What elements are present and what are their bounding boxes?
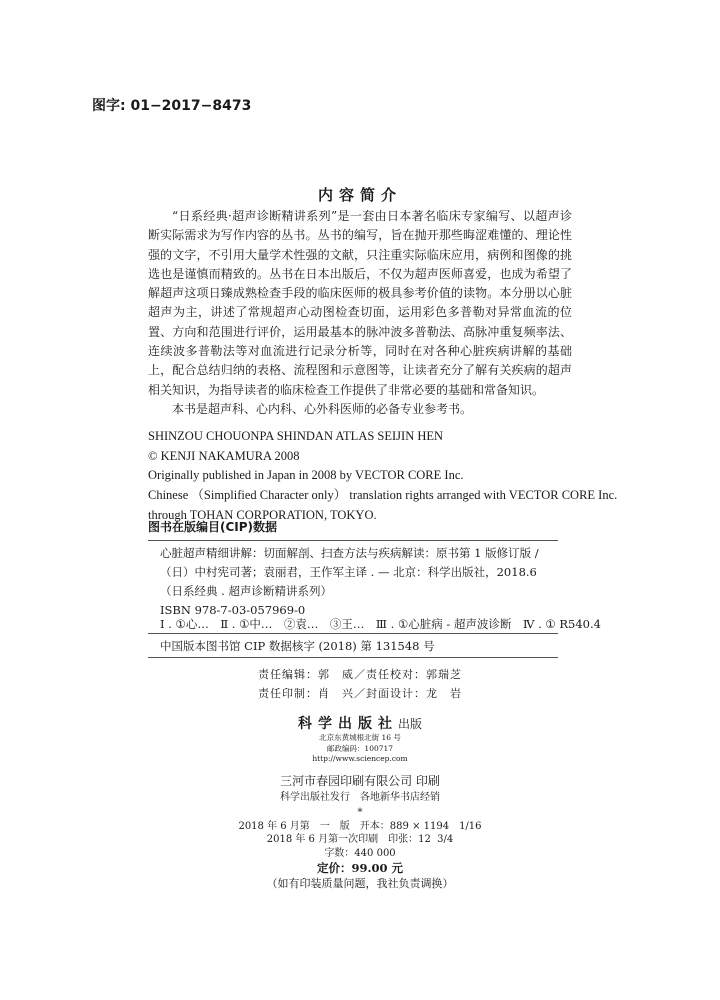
cip-divider <box>148 633 558 634</box>
rights-line: Chinese （Simplified Character only） translation rights arranged with VECTOR CORE Inc. <box>148 488 618 503</box>
printer: 三河市春园印刷有限公司 印刷 <box>280 773 440 788</box>
staff-credits <box>0 665 720 703</box>
cip-divider <box>148 657 558 658</box>
distribution: 科学出版社发行 各地新华书店经销 <box>280 791 440 803</box>
summary-paragraph-1: “日系经典·超声诊断精讲系列”是一套由日本著名临床专家编写、以超声诊断实际需求为写作内容的丛书。丛书的编写，旨在抛开那些晦涩难懂的、理论性强的文字，不引用大量学术性强的文献，只注重实际临床应用，病例和图像的挑选也是谨慎而精致的。丛书在日本出版后，不仅为超声医师喜爱，也成为希望了解超声这项日臻成熟检查手段的临床医师的极具参考价值的读物。本分册以心脏超声为主，讲述了常规超声心动图检查切面，运用彩色多普勒对异常血流的位置、方向和范围进行评价，运用最基本的脉冲波多普勒法、高脉冲重复频率法、连续波多普勒法等对血流进行记录分析等，同时在对各种心脏疾病讲解的基础上，配合总结归纳的表格、流程图和示意图等，让读者充分了解有关疾病的超声相关知识，为指导读者的临床检查工作提供了非常必要的基础和常备知识。 <box>148 209 572 397</box>
separator-star: * <box>357 806 363 818</box>
publisher-suffix: 出版 <box>397 717 422 731</box>
cip-series: （日系经典 . 超声诊断精讲系列） <box>160 584 332 598</box>
word-count: 字数：440 000 <box>324 847 396 859</box>
cip-record <box>160 544 565 620</box>
cip-isbn: ISBN 978-7-03-057969-0 <box>160 603 306 617</box>
summary-title: 内容简介 <box>317 186 402 204</box>
quality-note: （如有印装质量问题，我社负责调换） <box>266 877 454 891</box>
rights-line: Originally published in Japan in 2008 by VECTOR CORE Inc. <box>148 468 464 483</box>
cip-title: 图书在版编目(CIP)数据 <box>148 520 278 534</box>
edition-line-2: 2018 年 6 月第一次印刷 印张：12 3/4 <box>266 834 454 846</box>
staff-line-1: 责任编辑：郭 威／责任校对：郭瑞芝 <box>258 668 462 681</box>
edition-line-1: 2018 年 6 月第 一 版 开本：889 × 1194 1/16 <box>238 820 482 832</box>
summary-body <box>148 207 572 419</box>
publisher-website: http://www.sciencep.com <box>312 754 408 763</box>
rights-block <box>148 427 618 526</box>
rights-line: SHINZOU CHOUONPA SHINDAN ATLAS SEIJIN HEN <box>148 429 444 443</box>
publisher-address: 北京东黄城根北街 16 号 <box>319 733 401 742</box>
cip-divider <box>148 540 558 541</box>
publisher-line <box>0 713 720 733</box>
cip-record-number: 中国版本图书馆 CIP 数据核字 (2018) 第 131548 号 <box>160 639 435 653</box>
registration-number: 图字: 01−2017−8473 <box>92 98 252 114</box>
publisher-name: 科学出版社 <box>297 716 398 732</box>
colophon <box>0 713 720 891</box>
rights-line: © KENJI NAKAMURA 2008 <box>148 448 300 463</box>
summary-paragraph-2: 本书是超声科、心内科、心外科医师的必备专业参考书。 <box>172 401 473 416</box>
rights-line: through TOHAN CORPORATION, TOKYO. <box>148 507 377 522</box>
staff-line-2: 责任印制：肖 兴／封面设计：龙 岩 <box>258 687 462 700</box>
cip-classification: Ⅰ . ①心… Ⅱ . ①中… ②袁… ③王… Ⅲ . ①心脏病 - 超声波诊断 Ⅳ . ① R540.4 <box>160 617 601 631</box>
cip-book-line: 心脏超声精细讲解：切面解剖、扫查方法与疾病解读：原书第 1 版修订版 /（日）中村宪司著；袁丽君，王作军主译 . — 北京：科学出版社，2018.6 <box>160 546 539 579</box>
price: 定价：99.00 元 <box>316 861 403 876</box>
publisher-postcode: 邮政编码：100717 <box>326 743 394 753</box>
